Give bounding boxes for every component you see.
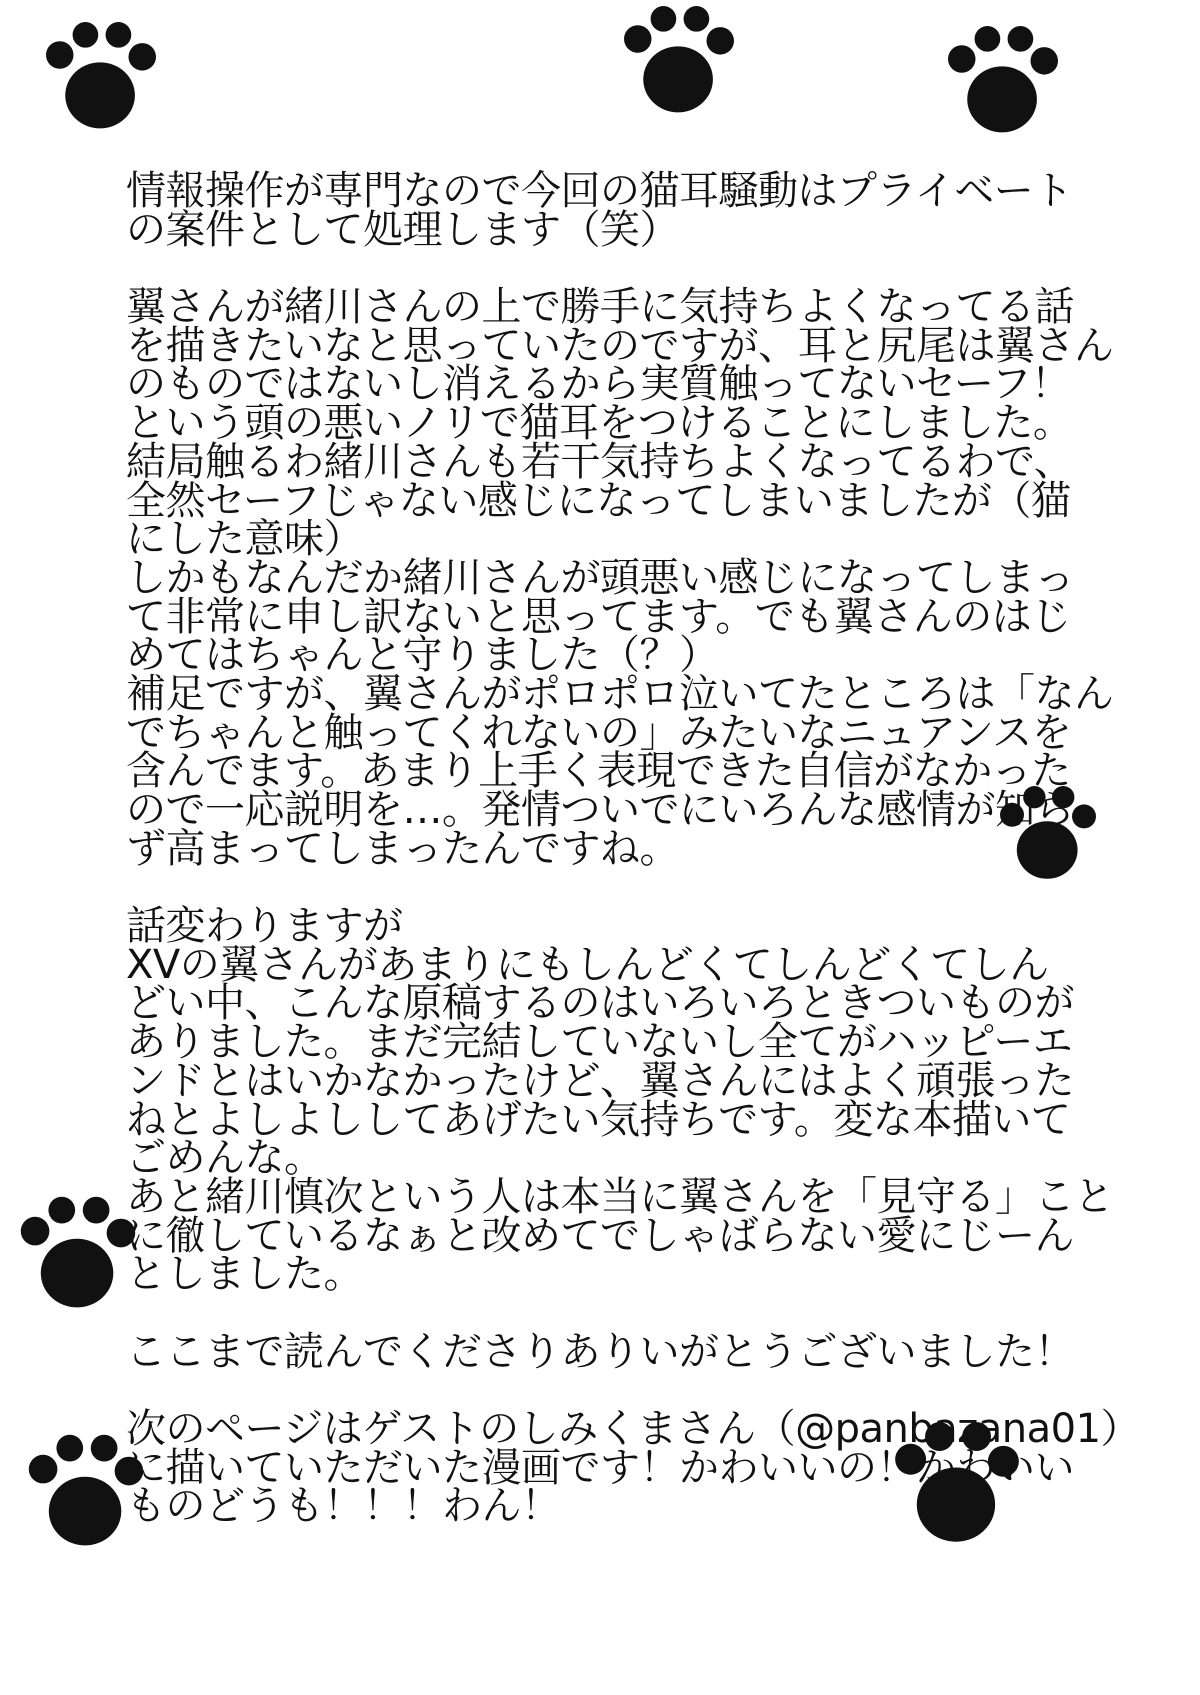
text-line: ず高まってしまったんですね。 [126, 825, 679, 872]
text-line: という頭の悪いノリで猫耳をつけることにしました。 [126, 400, 1073, 447]
text-line: に描いていただいた漫画です！かわいいの！かわいい [126, 1444, 1074, 1491]
text-line: あと緒川慎次という人は本当に翼さんを「見守る」こと [126, 1173, 1114, 1220]
text-line: XVの翼さんがあまりにもしんどくてしんどくてしん [126, 941, 1049, 988]
text-line: 結局触るわ緒川さんも若干気持ちよくなってるわで、 [126, 438, 1074, 485]
text-line: ありました。まだ完結していないし全てがハッピーエ [126, 1019, 1073, 1066]
afterword-text [126, 168, 1141, 1530]
text-line: 次のページはゲストのしみくまさん（@panbazana01） [126, 1406, 1141, 1452]
paw-print-icon [938, 26, 1068, 136]
paragraph-gap [126, 868, 1116, 907]
paw-print-icon [16, 1192, 140, 1316]
text-line: のものではないし消えるから実質触ってないセーフ！ [126, 361, 1071, 408]
text-line: しかもなんだか緒川さんが頭悪い感じになってしまっ [126, 554, 1074, 601]
text-line: に徹しているなぁと改めてでしゃばらない愛にじーん [126, 1212, 1074, 1259]
paragraph-gap [126, 249, 1116, 288]
text-line: 話変わりますが [126, 903, 403, 950]
paragraph-gap [126, 1294, 1116, 1333]
paw-print-icon [36, 22, 166, 132]
text-line: ここまで読んでくださりありいがとうございました！ [126, 1328, 1074, 1375]
text-line: ものどうも！！！わん！ [126, 1483, 561, 1530]
text-line: どい中、こんな原稿するのはいろいろときついものが [126, 980, 1074, 1027]
text-line: 補足ですが、翼さんがポロポロ泣いてたところは「なん [126, 670, 1114, 717]
text-line: としました。 [126, 1251, 363, 1298]
text-line: にした意味） [126, 516, 363, 563]
text-line: て非常に申し訳ないと思ってます。でも翼さんのはじ [126, 593, 1071, 640]
text-line: ごめんな。 [126, 1135, 324, 1182]
text-line: ねとよしよししてあげたい気持ちです。変な本描いて [126, 1096, 1071, 1143]
text-line: の案件として処理します（笑） [126, 206, 679, 253]
text-line: でちゃんと触ってくれないの」みたいなニュアンスを [126, 709, 1072, 756]
text-line: ので一応説明を…。発情ついでにいろんな感情が知ら [126, 787, 1074, 833]
text-line: 全然セーフじゃない感じになってしまいましたが（猫 [126, 477, 1071, 524]
text-line: 翼さんが緒川さんの上で勝手に気持ちよくなってる話 [126, 284, 1074, 331]
text-line: めてはちゃんと守りました（？） [126, 632, 719, 679]
text-line: 情報操作が専門なので今回の猫耳騒動はプライベート [126, 168, 1073, 214]
paragraph-gap [126, 1371, 1116, 1410]
text-line: ンドとはいかなかったけど、翼さんにはよく頑張った [126, 1057, 1074, 1104]
text-line: を描きたいなと思っていたのですが、耳と尻尾は翼さん [126, 322, 1114, 369]
paw-print-icon [614, 6, 744, 116]
text-line: 含んでます。あまり上手く表現できた自信がなかった [126, 748, 1071, 795]
